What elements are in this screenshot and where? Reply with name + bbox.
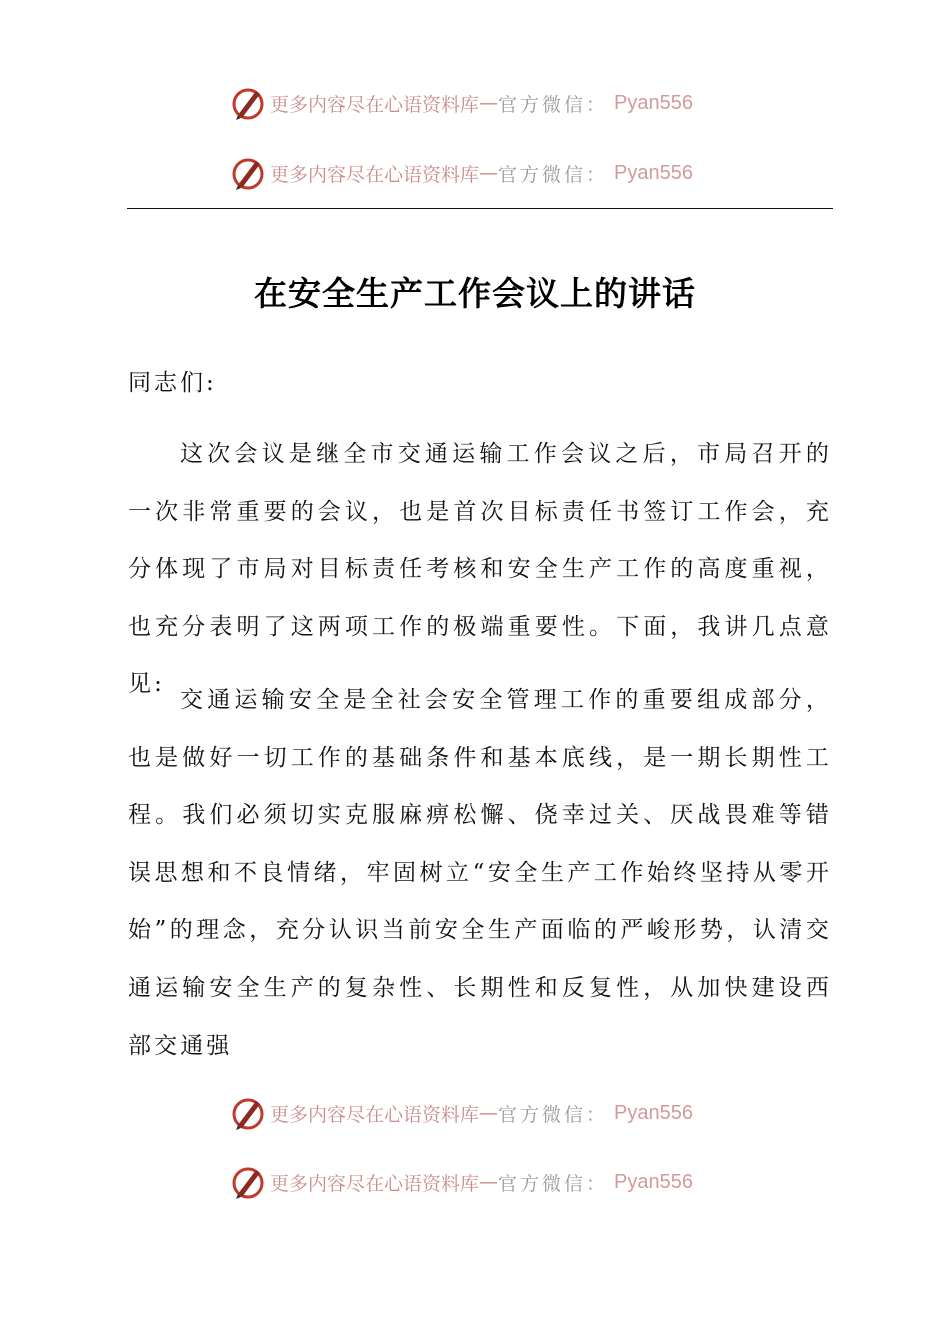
watermark-wechat-label: 官方微信：	[498, 1103, 609, 1126]
watermark-banner	[230, 153, 693, 193]
salutation: 同志们:	[128, 370, 217, 396]
pen-logo-icon	[230, 1095, 266, 1131]
watermark-text: 更多内容尽在心语资料库	[270, 1172, 480, 1195]
watermark-wechat-id: Pyan556	[614, 1170, 693, 1193]
watermark-wechat-label: 官方微信：	[498, 93, 609, 116]
watermark-text: 更多内容尽在心语资料库	[270, 163, 480, 186]
body-paragraph: 交通运输安全是全社会安全管理工作的重要组成部分，也是做好一切工作的基础条件和基本底线，是一期长期性工程。我们必须切实克服麻痹松懈、侥幸过关、厌战畏难等错误思想和不良情绪，牢固树立“安全生产工作始终坚持从零开始”的理念，充分认识当前安全生产面临的严峻形势，认清交通运输安全生产的复杂性、长期性和反复性，从加快建设西部交通强	[128, 687, 832, 1059]
document-title: 在安全生产工作会议上的讲话	[254, 274, 696, 313]
watermark-dash: —	[479, 92, 499, 114]
watermark-dash: —	[479, 162, 499, 184]
watermark-banner	[230, 1162, 693, 1202]
watermark-banner	[230, 83, 693, 123]
watermark-dash: —	[479, 1102, 499, 1124]
watermark-wechat-id: Pyan556	[614, 1101, 693, 1124]
body-paragraph: 这次会议是继全市交通运输工作会议之后，市局召开的一次非常重要的会议，也是首次目标责任书签订工作会，充分体现了市局对目标责任考核和安全生产工作的高度重视，也充分表明了这两项工作的极端重要性。下面，我讲几点意见:	[128, 441, 832, 698]
header-divider	[127, 208, 833, 209]
watermark-wechat-label: 官方微信：	[498, 1172, 609, 1195]
watermark-wechat-id: Pyan556	[614, 161, 693, 184]
pen-logo-icon	[230, 1164, 266, 1200]
pen-logo-icon	[230, 85, 266, 121]
watermark-dash: —	[479, 1171, 499, 1193]
watermark-text: 更多内容尽在心语资料库	[270, 93, 480, 116]
pen-logo-icon	[230, 155, 266, 191]
watermark-banner	[230, 1093, 693, 1133]
watermark-wechat-id: Pyan556	[614, 91, 693, 114]
watermark-text: 更多内容尽在心语资料库	[270, 1103, 480, 1126]
watermark-wechat-label: 官方微信：	[498, 163, 609, 186]
